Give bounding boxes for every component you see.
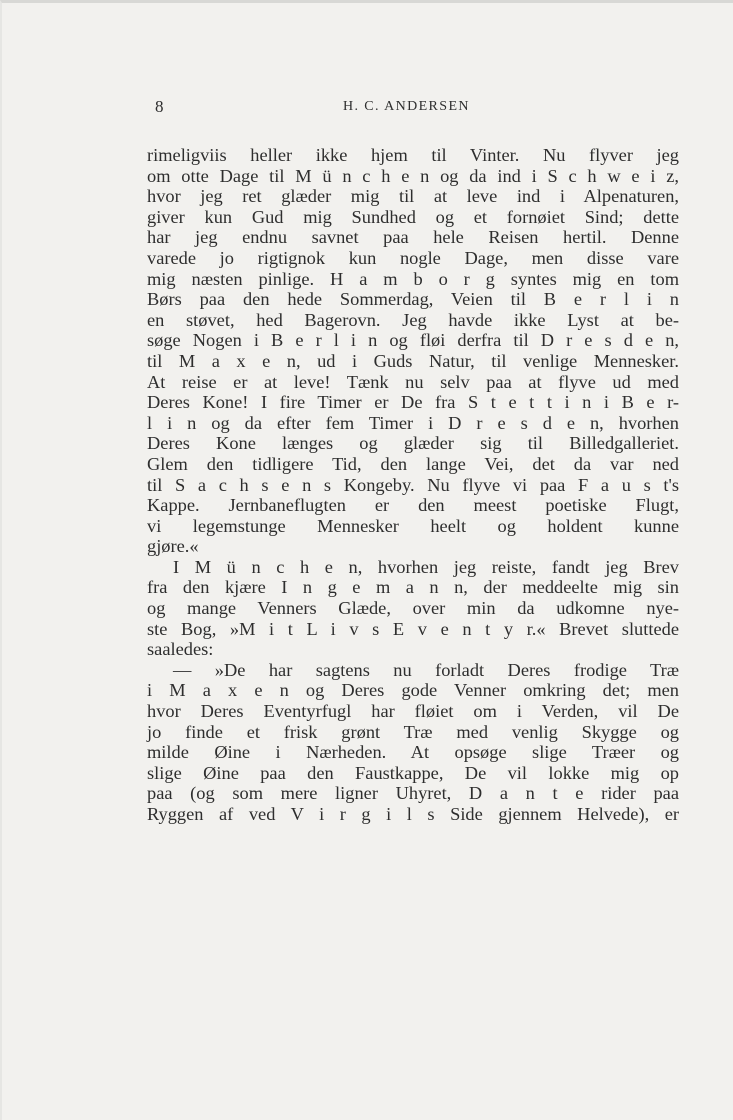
text-line: slige Øine paa den Faustkappe, De vil lokke mig op [147,762,679,783]
page-number: 8 [155,97,165,116]
text-line: l i n og da efter fem Timer i D r e s d e n, hvorhen [147,412,679,433]
text-line: varede jo rigtignok kun nogle Dage, men disse vare [147,247,679,268]
text-line: Kappe. Jernbaneflugten er den meest poetiske Flugt, [147,495,679,516]
text-line: har jeg endnu savnet paa hele Reisen hertil. Denne [147,227,679,248]
text-line: I M ü n c h e n, hvorhen jeg reiste, fandt jeg Brev [173,556,679,577]
text-line: og mange Venners Glæde, over min da udkomne nye- [147,598,679,619]
text-line: mig næsten pinlige. H a m b o r g syntes mig en tom [147,268,679,289]
text-line: giver kun Gud mig Sundhed og et fornøiet Sind; dette [147,206,679,227]
text-line: vi legemstunge Mennesker heelt og holdent kunne [147,515,679,536]
text-line: — »De har sagtens nu forladt Deres frodige Træ [173,659,679,680]
text-line: søge Nogen i B e r l i n og fløi derfra til D r e s d e n, [147,330,679,351]
text-line: en støvet, hed Bagerovn. Jeg havde ikke Lyst at be- [147,309,679,330]
text-line: saaledes: [147,639,214,660]
text-line: At reise er at leve! Tænk nu selv paa at flyve ud med [147,371,679,392]
text-line: Børs paa den hede Sommerdag, Veien til B e r l i n [147,289,679,310]
running-head [150,97,680,121]
text-line: jo finde et frisk grønt Træ med venlig Skygge og [147,721,679,742]
text-line: Ryggen af ved V i r g i l s Side gjennem Helvede), er [147,804,679,824]
text-line: hvor Deres Eventyrfugl har fløiet om i Verden, vil De [147,701,679,722]
text-line: Deres Kone længes og glæder sig til Billedgalleriet. [147,433,679,454]
text-line: i M a x e n og Deres gode Venner omkring det; men [147,680,679,701]
text-line: milde Øine i Nærheden. At opsøge slige Træer og [147,742,679,763]
body-text [147,145,679,825]
running-head-author: H. C. ANDERSEN [343,99,470,114]
text-line: gjøre.« [147,536,199,557]
text-line: til S a c h s e n s Kongeby. Nu flyve vi paa F a u s t's [147,474,679,495]
text-line: om otte Dage til M ü n c h e n og da ind i S c h w e i z, [147,165,679,186]
text-line: fra den kjære I n g e m a n n, der meddeelte mig sin [147,577,679,598]
text-line: rimeligviis heller ikke hjem til Vinter. Nu flyver jeg [147,145,679,165]
text-line: Deres Kone! I fire Timer er De fra S t e t t i n i B e r- [147,392,679,413]
text-line: hvor jeg ret glæder mig til at leve ind i Alpenaturen, [147,186,679,207]
text-line: ste Bog, »M i t L i v s E v e n t y r.« Brevet sluttede [147,618,679,639]
text-line: til M a x e n, ud i Guds Natur, til venlige Mennesker. [147,350,679,371]
text-line: paa (og som mere ligner Uhyret, D a n t e rider paa [147,783,679,804]
text-line: Glem den tidligere Tid, den lange Vei, det da var ned [147,453,679,474]
